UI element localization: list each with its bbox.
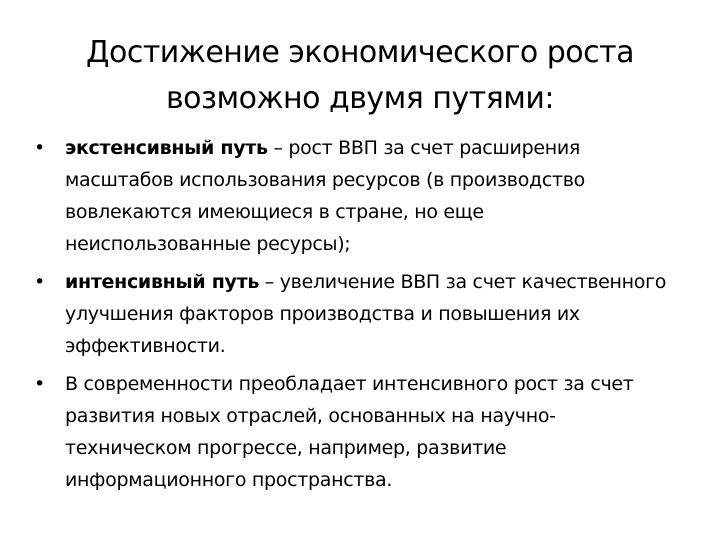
bullet-dot-icon: • [34, 271, 45, 293]
bullet-text: – рост ВВП за счет расширения масштабов использования ресурсов (в производство вовлекаются имеющиеся в стране, но еще неиспользованные ресурсы); [65, 137, 586, 255]
bullet-text: – увеличение ВВП за счет качественного улучшения факторов производства и повышения их эффективности. [65, 271, 667, 357]
slide-title [40, 30, 680, 122]
bullet-list [34, 132, 674, 502]
slide-title-line-1: Достижение экономического роста [86, 35, 634, 70]
bullet-term: экстенсивный путь [65, 137, 268, 159]
bullet-text: В современности преобладает интенсивного рост за счет развития новых отраслей, основанных на научно-техническом прогрессе, например, развитие информационного пространства. [65, 373, 634, 491]
bullet-item-intensive [34, 266, 674, 362]
bullet-item-extensive [34, 132, 674, 260]
bullet-dot-icon: • [34, 137, 45, 159]
bullet-dot-icon: • [34, 373, 45, 395]
bullet-term: интенсивный путь [65, 271, 260, 293]
bullet-item-modern [34, 368, 674, 496]
slide-title-line-2: возможно двумя путями: [165, 81, 555, 116]
